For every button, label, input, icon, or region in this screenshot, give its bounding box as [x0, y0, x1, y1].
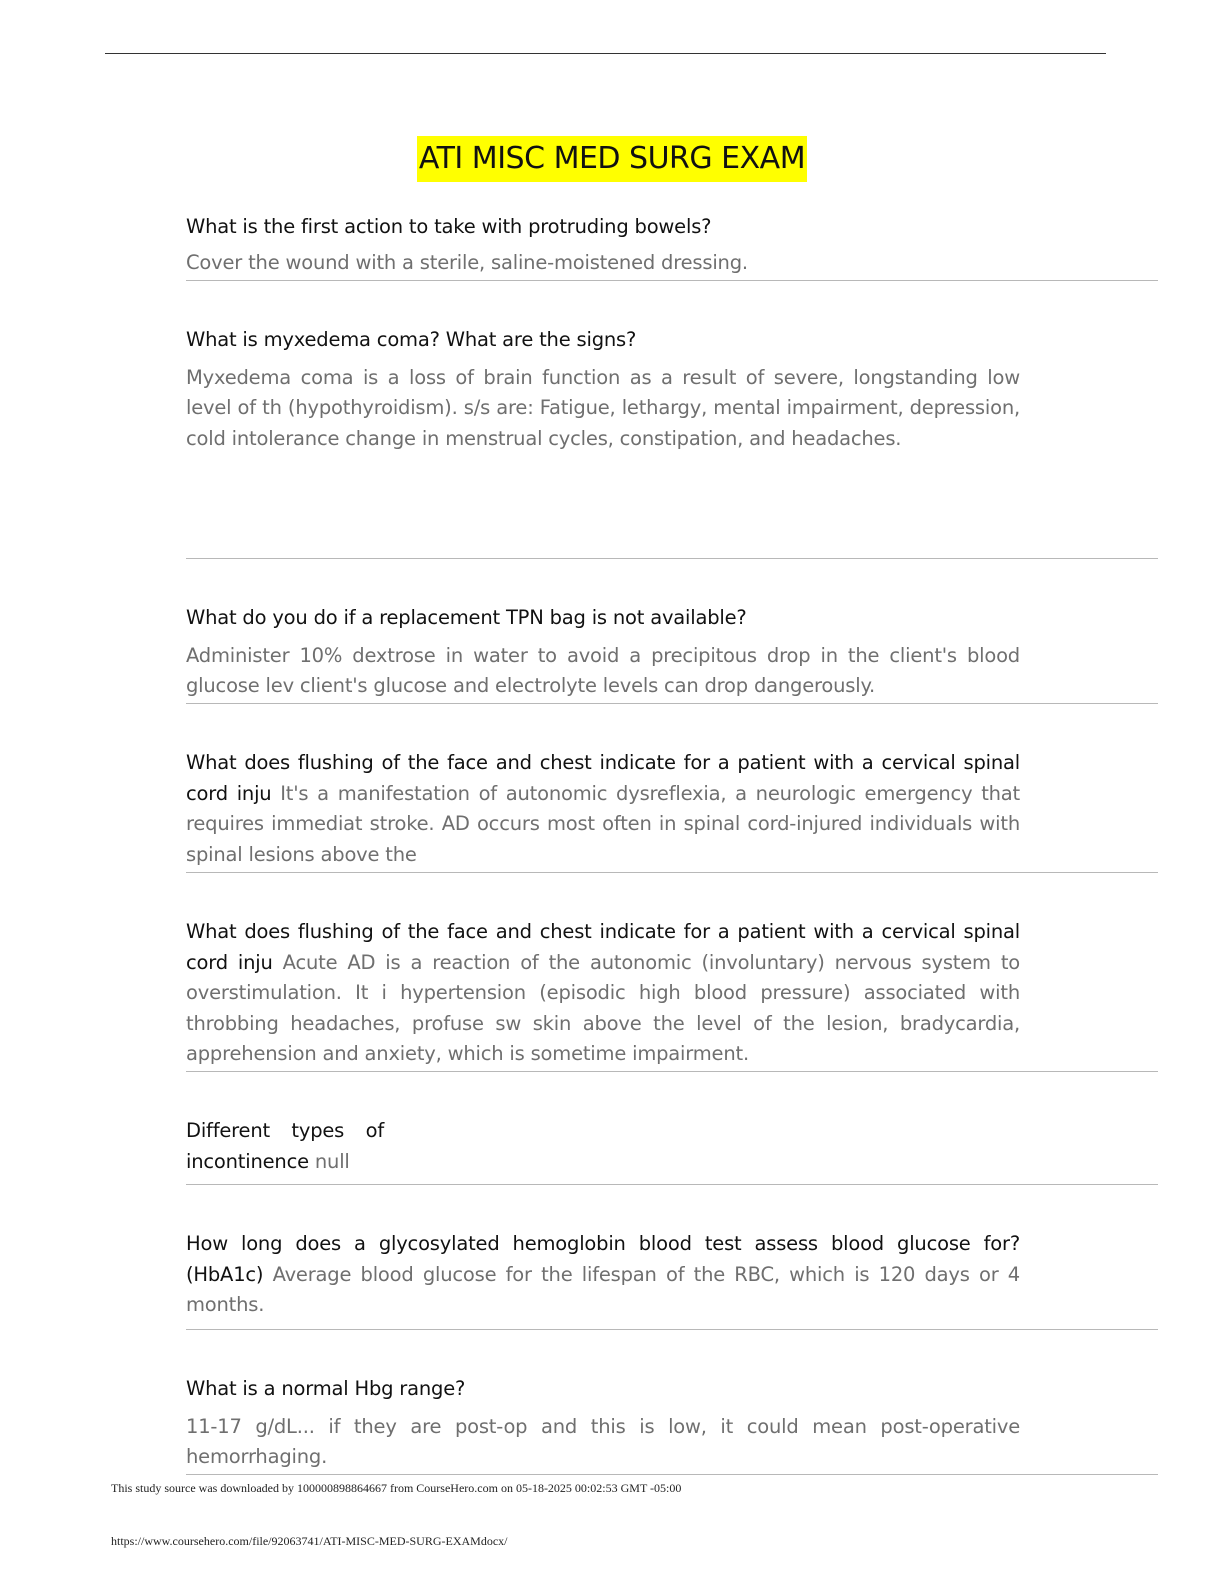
flashcard-question: What is the first action to take with protruding bowels?	[186, 215, 712, 238]
flashcard-answer: Myxedema coma is a loss of brain function as a result of severe, longstanding low level of th (hypothyroidism). s/s are: Fatigue, lethargy, mental impairment, depression, cold intolerance change in menstrual cycles, constipation, and headaches.	[186, 365, 1020, 450]
flashcard-text	[186, 1116, 384, 1177]
flashcard-item	[186, 1229, 1158, 1330]
flashcard-text	[186, 917, 1020, 1070]
flashcard-answer: Administer 10% dextrose in water to avoid a precipitous drop in the client's blood glucose lev client's glucose and electrolyte levels can drop dangerously.	[186, 643, 1020, 698]
flashcard-text	[186, 1374, 1020, 1473]
document-title: ATI MISC MED SURG EXAM	[417, 136, 807, 182]
flashcard-answer: 11-17 g/dL... if they are post-op and this is low, it could mean post-operative hemorrhaging.	[186, 1414, 1020, 1469]
flashcard-question: What is a normal Hbg range?	[186, 1377, 466, 1400]
flashcard-question: What is myxedema coma? What are the signs?	[186, 328, 637, 351]
flashcard-answer: Average blood glucose for the lifespan of the RBC, which is 120 days or 4 months.	[186, 1262, 1020, 1317]
source-url: https://www.coursehero.com/file/92063741/ATI-MISC-MED-SURG-EXAMdocx/	[111, 1534, 508, 1548]
flashcard-question: What does flushing of the face and chest indicate for a patient with a cervical spinal cord inju	[186, 920, 1020, 974]
flashcard-question: Different types of incontinence	[186, 1119, 384, 1173]
header-rule	[105, 53, 1106, 54]
flashcard-item	[186, 748, 1158, 873]
flashcard-item	[186, 1374, 1158, 1475]
flashcard-answer: null	[314, 1149, 350, 1173]
flashcard-text	[186, 603, 1020, 702]
flashcard-text	[186, 325, 1020, 454]
flashcard-text	[186, 208, 1020, 278]
flashcard-text	[186, 1229, 1020, 1321]
flashcard-question: How long does a glycosylated hemoglobin blood test assess blood glucose for? (HbA1c)	[186, 1232, 1020, 1286]
flashcard-text	[186, 748, 1020, 870]
flashcard-list	[186, 208, 1158, 1475]
flashcard-answer: Cover the wound with a sterile, saline-moistened dressing.	[186, 250, 748, 274]
flashcard-item	[186, 1116, 1158, 1185]
flashcard-question: What does flushing of the face and chest indicate for a patient with a cervical spinal cord inju	[186, 751, 1020, 805]
flashcard-answer: It's a manifestation of autonomic dysreflexia, a neurologic emergency that requires immediat stroke. AD occurs most often in spinal cord-injured individuals with spinal lesions above the	[186, 781, 1021, 866]
flashcard-item	[186, 325, 1158, 559]
download-notice: This study source was downloaded by 100000898864667 from CourseHero.com on 05-18-2025 00:02:53 GMT -05:00	[111, 1481, 682, 1495]
flashcard-item	[186, 603, 1158, 704]
flashcard-question: What do you do if a replacement TPN bag is not available?	[186, 606, 747, 629]
flashcard-item	[186, 917, 1158, 1072]
flashcard-answer: Acute AD is a reaction of the autonomic (involuntary) nervous system to overstimulation. It i hypertension (episodic high blood pressure) associated with throbbing headaches, profuse sw skin above the level of the lesion, bradycardia, apprehension and anxiety, which is sometime impairment.	[186, 950, 1021, 1066]
title-container	[0, 136, 1224, 182]
flashcard-item	[186, 208, 1158, 281]
